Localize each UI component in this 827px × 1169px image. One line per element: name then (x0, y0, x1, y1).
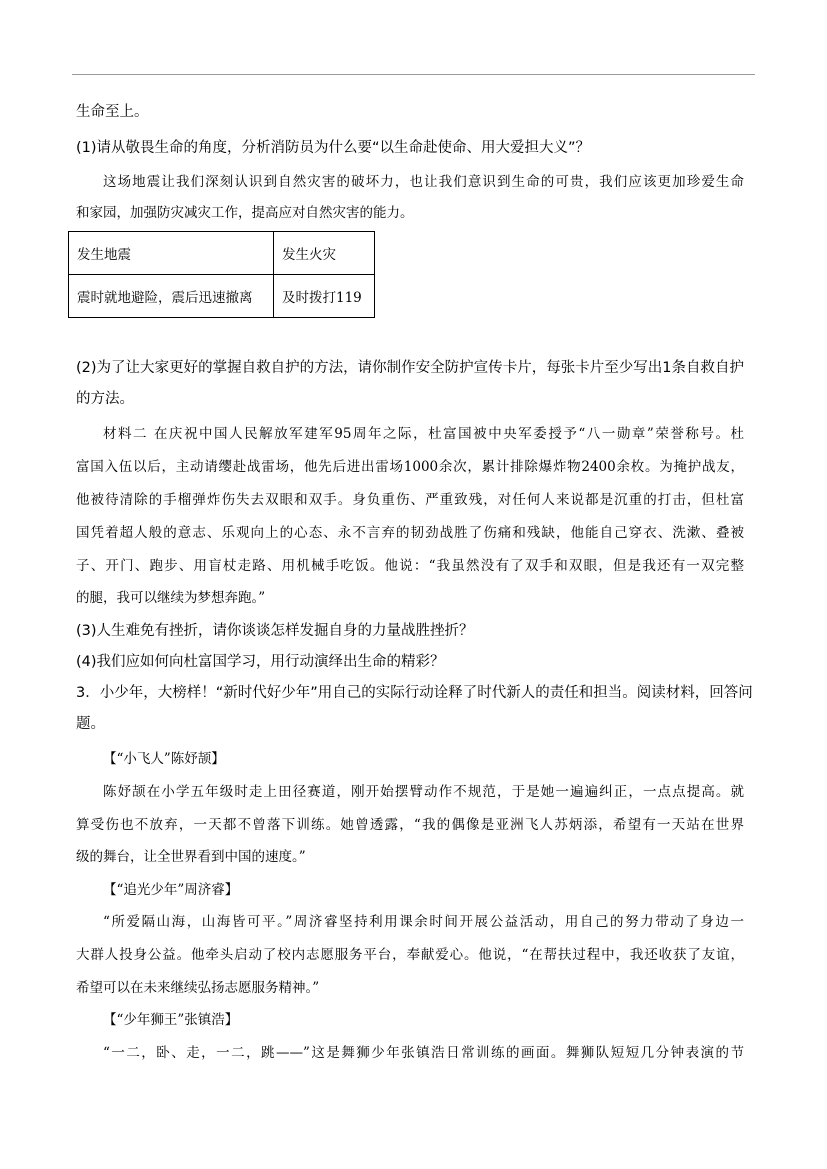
section-title: 【“少年狮王”张镇浩】 (103, 1012, 239, 1028)
story-paragraph: 算受伤也不放弃，一天都不曾落下训练。她曾透露，“我的偶像是亚洲飞人苏炳添，希望有一天站在世界 (76, 817, 744, 833)
story-paragraph: 大群人投身公益。他牵头启动了校内志愿服务平台，奉献爱心。他说，“在帮扶过程中，我还收获了友谊， (76, 947, 744, 963)
question-heading-3-cont: 题。 (76, 716, 105, 732)
question-1: (1)请从敬畏生命的角度，分析消防员为什么要“以生命赴使命、用大爱担大义”？ (76, 140, 591, 156)
answer-text: 这场地震让我们深刻认识到自然灾害的破坏力，也让我们意识到生命的可贵，我们应该更加珍爱生命 (103, 174, 744, 190)
safety-table (68, 231, 375, 318)
material-paragraph: 子、开门、跑步、用盲杖走路、用机械手吃饭。他说：“我虽然没有了双手和双眼，但是我还有一双完整 (76, 558, 744, 574)
question-2-cont: 的方法。 (76, 391, 134, 407)
section-title: 【“小飞人”陈妤颉】 (103, 751, 225, 767)
table-row (69, 275, 375, 318)
text-line: 生命至上。 (76, 104, 149, 120)
table-row (69, 232, 375, 275)
material-paragraph: 国凭着超人般的意志、乐观向上的心态、永不言弃的韧劲战胜了伤痛和残缺，他能自己穿衣、洗漱、叠被 (76, 525, 744, 541)
story-paragraph: 级的舞台，让全世界看到中国的速度。” (76, 849, 306, 865)
table-cell: 及时拨打119 (274, 275, 375, 318)
material-paragraph: 材料二 在庆祝中国人民解放军建军95周年之际，杜富国被中央军委授予“八一勋章”荣誉称号。杜 (103, 426, 744, 442)
story-paragraph: 陈妤颉在小学五年级时走上田径赛道，刚开始摆臂动作不规范，于是她一遍遍纠正，一点点提高。就 (103, 784, 744, 800)
section-title: 【“追光少年”周济睿】 (103, 882, 239, 898)
table-cell: 发生地震 (69, 232, 274, 275)
story-paragraph: “所爱隔山海，山海皆可平。”周济睿坚持利用课余时间开展公益活动，用自己的努力带动了身边一 (103, 914, 744, 930)
table-cell: 震时就地避险，震后迅速撤离 (69, 275, 274, 318)
answer-text: 和家园，加强防灾减灾工作，提高应对自然灾害的能力。 (76, 205, 414, 221)
material-paragraph: 富国入伍以后，主动请缨赴战雷场，他先后进出雷场1000余次，累计排除爆炸物2400余枚。为掩护战友， (76, 459, 744, 475)
header-rule (72, 74, 755, 75)
question-2: (2)为了让大家更好的掌握自救自护的方法，请你制作安全防护宣传卡片，每张卡片至少写出1条自救自护 (76, 360, 744, 376)
question-heading-3: 3．小少年，大榜样！“新时代好少年”用自己的实际行动诠释了时代新人的责任和担当。阅读材料，回答问 (76, 685, 753, 701)
question-3: (3)人生难免有挫折，请你谈谈怎样发掘自身的力量战胜挫折？ (76, 623, 474, 639)
story-paragraph: 希望可以在未来继续弘扬志愿服务精神。” (76, 980, 320, 996)
material-paragraph: 他被待清除的手榴弹炸伤失去双眼和双手。身负重伤、严重致残，对任何人来说都是沉重的打击，但杜富 (76, 492, 744, 508)
question-4: (4)我们应如何向杜富国学习，用行动演绎出生命的精彩？ (76, 654, 445, 670)
material-paragraph: 的腿，我可以继续为梦想奔跑。” (76, 590, 266, 606)
story-paragraph: “一二，卧、走，一二，跳——”这是舞狮少年张镇浩日常训练的画面。舞狮队短短几分钟表演的节 (103, 1045, 744, 1061)
table-cell: 发生火灾 (274, 232, 375, 275)
